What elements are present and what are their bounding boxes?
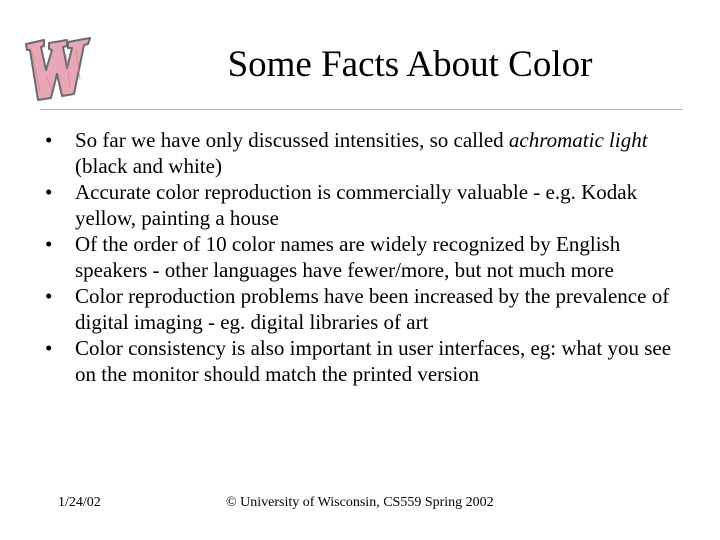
footer-date: 1/24/02 bbox=[58, 495, 101, 510]
bullet-dot: • bbox=[45, 284, 53, 308]
bullet-dot: • bbox=[45, 232, 53, 256]
bullet-item: • Of the order of 10 color names are widely recognized by English speakers - other languages have fewer/more, but not much more bbox=[45, 232, 621, 282]
bullet-item: • Color consistency is also important in user interfaces, eg: what you see on the monitor should match the printed version bbox=[45, 336, 672, 386]
bullet-item: • Color reproduction problems have been increased by the prevalence of digital imaging - eg. digital libraries of art bbox=[45, 284, 670, 334]
bullet-item: • Accurate color reproduction is commercially valuable - e.g. Kodak yellow, painting a house bbox=[45, 180, 638, 230]
bullet-dot: • bbox=[45, 180, 53, 204]
slide-title: Some Facts About Color bbox=[227, 44, 593, 85]
bullet-dot: • bbox=[45, 128, 53, 152]
footer-credit: © University of Wisconsin, CS559 Spring 2002 bbox=[226, 495, 494, 510]
title-divider bbox=[40, 109, 683, 110]
bullet-item: • So far we have only discussed intensities, so called achromatic light (black and white) bbox=[45, 128, 648, 178]
bullet-list bbox=[42, 128, 692, 388]
bullet-dot: • bbox=[45, 336, 53, 360]
wisconsin-w-logo-icon bbox=[22, 30, 94, 102]
